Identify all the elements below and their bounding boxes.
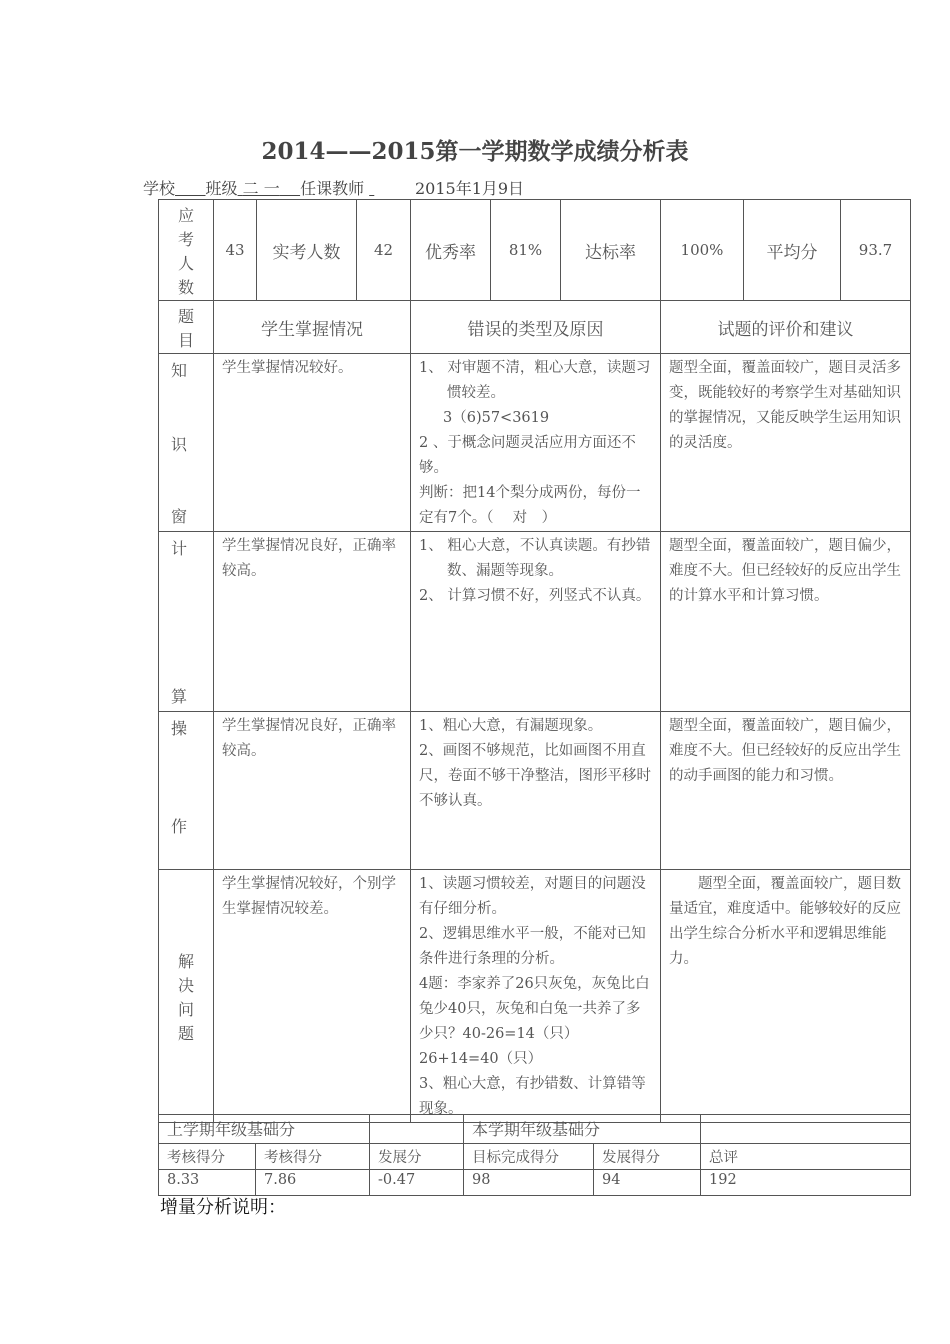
teacher-blank: [369, 179, 374, 198]
class-value: 二 一: [242, 179, 280, 198]
row-label-cell: [159, 532, 214, 712]
error-item: 1、读题习惯较差，对题目的问题没有仔细分析。: [419, 876, 646, 917]
avg-label: 平均分: [744, 200, 841, 301]
school-blank: [175, 179, 206, 198]
report-date: 2015年1月9日: [414, 179, 525, 198]
error-item: 1、粗心大意，有漏题现象。: [419, 718, 603, 734]
row-calculation: [159, 532, 911, 712]
summary-row: [159, 200, 911, 301]
error-item: 判断：把14个梨分成两份，每份一定有7个。（ 对 ）: [419, 485, 641, 526]
error-item: 2、逻辑思维水平一般，不能对已知条件进行条理的分析。: [419, 926, 646, 967]
school-label: 学校: [143, 179, 176, 198]
score-col-header: 考核得分: [256, 1144, 370, 1170]
errors-cell: [411, 870, 661, 1123]
score-value-row: [159, 1170, 911, 1196]
mastery-cell: 学生掌握情况较好，个别学生掌握情况较差。: [214, 870, 411, 1123]
score-value: 8.33: [159, 1170, 256, 1196]
score-section-row: [159, 1115, 911, 1144]
errors-cell: [411, 712, 661, 870]
score-col-header: 目标完成得分: [464, 1144, 594, 1170]
row-knowledge: [159, 354, 911, 532]
score-header-row: [159, 1144, 911, 1170]
row-label-char: 知: [171, 361, 188, 380]
evaluation-cell: 题型全面，覆盖面较广，题目偏少，难度不大。但已经较好的反应出学生的计算水平和计算习惯。: [661, 532, 911, 712]
score-col-header: 发展分: [370, 1144, 464, 1170]
evaluation-header: 试题的评价和建议: [661, 301, 911, 354]
page-title: 2014——2015第一学期数学成绩分析表: [261, 138, 689, 165]
errors-cell: [411, 354, 661, 532]
actual-value: 42: [357, 200, 411, 301]
error-item: 2、 计算习惯不好，列竖式不认真。: [419, 588, 651, 604]
topic-header: 题目: [177, 307, 194, 350]
mastery-cell: 学生掌握情况良好，正确率较高。: [214, 712, 411, 870]
score-col-header: 考核得分: [159, 1144, 256, 1170]
evaluation-cell: 题型全面，覆盖面较广，题目灵活多变，既能较好的考察学生对基础知识的掌握情况，又能反映学生运用知识的灵活度。: [661, 354, 911, 532]
row-label-char: 算: [171, 687, 188, 706]
score-section-spacer: [701, 1115, 911, 1144]
row-label-cell: [159, 712, 214, 870]
incremental-analysis-label: 增量分析说明：: [160, 1197, 286, 1218]
score-col-header: 发展得分: [594, 1144, 701, 1170]
row-label-char: 操: [171, 719, 188, 738]
should-attend-label-cell: [159, 200, 214, 301]
row-problem-solving: [159, 870, 911, 1123]
error-item: 1、 粗心大意，不认真读题。有抄错数、漏题等现象。: [419, 538, 651, 579]
score-value: 98: [464, 1170, 594, 1196]
error-item: 2、画图不够规范，比如画图不用直尺，卷面不够干净整洁，图形平移时不够认真。: [419, 743, 651, 809]
error-item: 1、 对审题不清，粗心大意，读题习惯较差。: [419, 360, 651, 401]
row-label-char: 窗: [171, 507, 188, 526]
row-label: 解决问题: [177, 952, 194, 1043]
pass-value: 100%: [661, 200, 744, 301]
errors-cell: [411, 532, 661, 712]
mastery-cell: 学生掌握情况较好。: [214, 354, 411, 532]
evaluation-cell: 题型全面，覆盖面较广，题目数量适宜，难度适中。能够较好的反应出学生综合分析水平和逻辑思维能力。: [661, 870, 911, 1123]
error-item: 4题：李家养了26只灰兔，灰兔比白兔少40只，灰兔和白兔一共养了多少只？40-26=14（只）26+14=40（只）: [419, 976, 650, 1067]
avg-value: 93.7: [841, 200, 911, 301]
errors-header: 错误的类型及原因: [411, 301, 661, 354]
row-label-char: 计: [171, 539, 188, 558]
pass-label: 达标率: [561, 200, 661, 301]
excellent-value: 81%: [491, 200, 561, 301]
header-row: [159, 301, 911, 354]
score-value: 94: [594, 1170, 701, 1196]
score-value: -0.47: [370, 1170, 464, 1196]
mastery-header: 学生掌握情况: [214, 301, 411, 354]
score-section-spacer: [370, 1115, 464, 1144]
score-value: 192: [701, 1170, 911, 1196]
class-label: 班级: [205, 179, 238, 198]
this-term-label: 本学期年级基础分: [464, 1115, 701, 1144]
excellent-label: 优秀率: [411, 200, 491, 301]
row-label-cell: [159, 354, 214, 532]
score-value: 7.86: [256, 1170, 370, 1196]
topic-header-cell: [159, 301, 214, 354]
meta-line: [143, 176, 524, 199]
score-table: [158, 1114, 911, 1196]
error-item: 3、粗心大意，有抄错数、计算错等现象。: [419, 1076, 646, 1117]
row-label-char: 识: [171, 435, 188, 454]
should-attend-value: 43: [214, 200, 257, 301]
error-item: 3（6)57<3619: [443, 410, 550, 426]
row-operation: [159, 712, 911, 870]
evaluation-cell: 题型全面，覆盖面较广，题目偏少，难度不大。但已经较好的反应出学生的动手画图的能力和习惯。: [661, 712, 911, 870]
analysis-table: [158, 199, 911, 1123]
last-term-label: 上学期年级基础分: [159, 1115, 370, 1144]
error-item: 2 、于概念问题灵活应用方面还不够。: [419, 435, 636, 476]
mastery-cell: 学生掌握情况良好，正确率较高。: [214, 532, 411, 712]
actual-label: 实考人数: [257, 200, 357, 301]
row-label-char: 作: [171, 817, 188, 836]
score-col-header: 总评: [701, 1144, 911, 1170]
row-label-cell: [159, 870, 214, 1123]
should-attend-label: 应考人数: [177, 206, 194, 297]
teacher-label: 任课教师: [300, 179, 365, 198]
